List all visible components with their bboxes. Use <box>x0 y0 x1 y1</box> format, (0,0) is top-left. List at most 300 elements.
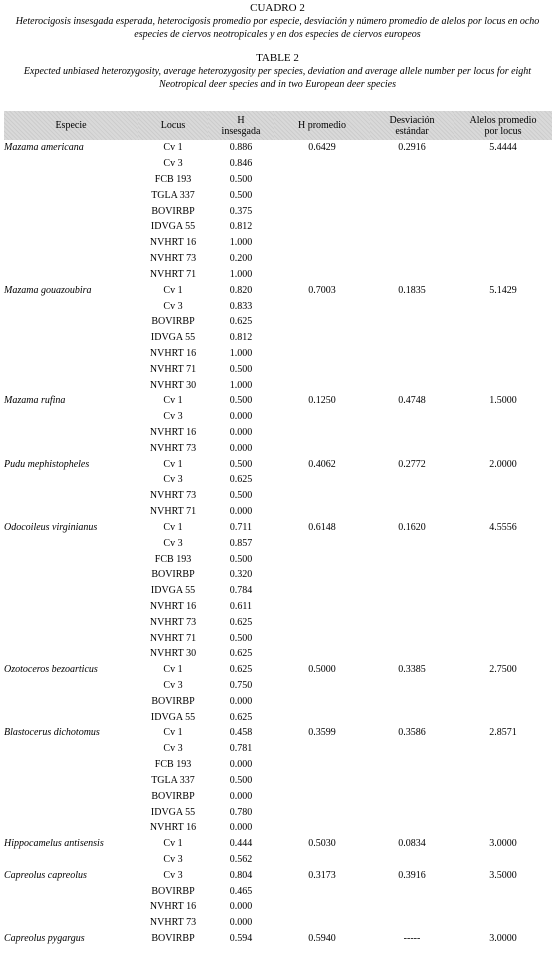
table-row <box>4 567 552 583</box>
heterozygosity-table <box>4 111 552 946</box>
alelos-value: 2.8571 <box>489 727 517 739</box>
locus-name: Cv 1 <box>163 142 183 154</box>
locus-name: Cv 1 <box>163 521 183 533</box>
empty-cell <box>370 409 454 425</box>
empty-cell <box>454 741 552 757</box>
locus-name: TGLA 337 <box>151 189 195 201</box>
empty-cell <box>370 377 454 393</box>
h-insesgada-value: 0.594 <box>229 933 253 945</box>
empty-cell <box>4 883 138 899</box>
empty-cell <box>454 599 552 615</box>
table-row <box>4 488 552 504</box>
table-row <box>4 646 552 662</box>
header-h-promedio: H promedio <box>274 111 370 140</box>
locus-name: Cv 3 <box>163 411 183 423</box>
species-name: Mazama gouazoubira <box>4 284 92 296</box>
empty-cell <box>274 330 370 346</box>
h-insesgada-value: 0.846 <box>229 158 253 170</box>
desviacion-value: 0.4748 <box>398 395 426 407</box>
locus-name: FCB 193 <box>154 759 192 771</box>
empty-cell <box>370 203 454 219</box>
empty-cell <box>4 773 138 789</box>
empty-cell <box>274 915 370 931</box>
h-insesgada-value: 1.000 <box>229 268 253 280</box>
locus-name: Cv 1 <box>163 727 183 739</box>
h-insesgada-value: 1.000 <box>229 379 253 391</box>
table-row <box>4 630 552 646</box>
empty-cell <box>4 267 138 283</box>
empty-cell <box>274 267 370 283</box>
empty-cell <box>274 804 370 820</box>
empty-cell <box>274 235 370 251</box>
h-insesgada-value: 0.750 <box>229 680 253 692</box>
empty-cell <box>370 757 454 773</box>
h-insesgada-value: 0.625 <box>229 648 253 660</box>
table-row <box>4 504 552 520</box>
locus-name: IDVGA 55 <box>150 221 196 233</box>
table-row <box>4 330 552 346</box>
empty-cell <box>274 899 370 915</box>
empty-cell <box>370 630 454 646</box>
empty-cell <box>454 899 552 915</box>
h-insesgada-value: 0.000 <box>229 917 253 929</box>
h-promedio-value: 0.6429 <box>308 142 336 154</box>
table-row <box>4 235 552 251</box>
empty-cell <box>370 535 454 551</box>
table-row <box>4 361 552 377</box>
h-insesgada-value: 0.000 <box>229 411 253 423</box>
table-row <box>4 788 552 804</box>
empty-cell <box>454 488 552 504</box>
empty-cell <box>274 599 370 615</box>
empty-cell <box>370 156 454 172</box>
empty-cell <box>4 678 138 694</box>
empty-cell <box>370 693 454 709</box>
empty-cell <box>4 251 138 267</box>
caption-block <box>0 0 555 91</box>
empty-cell <box>4 915 138 931</box>
table-row <box>4 172 552 188</box>
empty-cell <box>4 630 138 646</box>
h-insesgada-value: 0.000 <box>229 427 253 439</box>
h-insesgada-value: 0.458 <box>229 727 253 739</box>
locus-name: IDVGA 55 <box>150 332 196 344</box>
table-row <box>4 187 552 203</box>
empty-cell <box>274 757 370 773</box>
header-desviacion: Desviación estándar <box>370 111 454 140</box>
h-insesgada-value: 0.500 <box>229 553 253 565</box>
empty-cell <box>4 440 138 456</box>
empty-cell <box>454 472 552 488</box>
table-row <box>4 156 552 172</box>
locus-name: NVHRT 16 <box>149 237 197 249</box>
locus-name: BOVIRBP <box>151 933 195 945</box>
h-insesgada-value: 0.500 <box>229 458 253 470</box>
table-row <box>4 219 552 235</box>
empty-cell <box>4 219 138 235</box>
table-row <box>4 773 552 789</box>
alelos-value: 5.1429 <box>489 284 517 296</box>
empty-cell <box>4 852 138 868</box>
empty-cell <box>454 361 552 377</box>
locus-name: NVHRT 16 <box>149 600 197 612</box>
locus-name: Cv 3 <box>163 300 183 312</box>
desviacion-value: 0.3916 <box>398 869 426 881</box>
empty-cell <box>274 187 370 203</box>
empty-cell <box>370 472 454 488</box>
table-row <box>4 267 552 283</box>
locus-name: BOVIRBP <box>151 695 195 707</box>
h-insesgada-value: 0.625 <box>229 316 253 328</box>
h-insesgada-value: 0.000 <box>229 759 253 771</box>
empty-cell <box>454 504 552 520</box>
desviacion-value: 0.3586 <box>398 727 426 739</box>
header-species: Especie <box>4 111 138 140</box>
locus-name: BOVIRBP <box>151 316 195 328</box>
locus-name: Cv 3 <box>163 537 183 549</box>
alelos-value: 5.4444 <box>489 142 517 154</box>
h-insesgada-value: 0.625 <box>229 711 253 723</box>
table-row <box>4 282 552 298</box>
empty-cell <box>4 346 138 362</box>
table-row <box>4 393 552 409</box>
table-row <box>4 551 552 567</box>
empty-cell <box>370 788 454 804</box>
empty-cell <box>454 788 552 804</box>
h-insesgada-value: 0.500 <box>229 363 253 375</box>
empty-cell <box>370 599 454 615</box>
empty-cell <box>274 709 370 725</box>
table-row <box>4 757 552 773</box>
empty-cell <box>274 251 370 267</box>
empty-cell <box>370 820 454 836</box>
empty-cell <box>4 583 138 599</box>
empty-cell <box>454 346 552 362</box>
h-insesgada-value: 1.000 <box>229 347 253 359</box>
table-row <box>4 251 552 267</box>
empty-cell <box>274 156 370 172</box>
header-h-insesgada: H insesgada <box>208 111 274 140</box>
table-label: TABLE 2 <box>256 52 299 64</box>
empty-cell <box>4 788 138 804</box>
species-name: Mazama americana <box>4 142 84 154</box>
locus-name: NVHRT 73 <box>149 917 197 929</box>
table-row <box>4 298 552 314</box>
table-row <box>4 520 552 536</box>
table-row <box>4 852 552 868</box>
h-insesgada-value: 0.833 <box>229 300 253 312</box>
table-row <box>4 456 552 472</box>
empty-cell <box>454 614 552 630</box>
table-row <box>4 599 552 615</box>
empty-cell <box>274 788 370 804</box>
table-row <box>4 314 552 330</box>
table-row <box>4 741 552 757</box>
table-row <box>4 883 552 899</box>
h-promedio-value: 0.5000 <box>308 664 336 676</box>
empty-cell <box>454 678 552 694</box>
empty-cell <box>274 614 370 630</box>
species-name: Pudu mephistopheles <box>4 458 90 470</box>
alelos-value: 3.0000 <box>489 838 517 850</box>
table-header <box>4 111 552 140</box>
species-name: Blastocerus dichotomus <box>4 727 100 739</box>
empty-cell <box>274 488 370 504</box>
h-insesgada-value: 0.500 <box>229 490 253 502</box>
h-insesgada-value: 1.000 <box>229 237 253 249</box>
empty-cell <box>274 219 370 235</box>
empty-cell <box>370 298 454 314</box>
table-row <box>4 899 552 915</box>
empty-cell <box>4 599 138 615</box>
empty-cell <box>454 235 552 251</box>
empty-cell <box>4 741 138 757</box>
locus-name: Cv 3 <box>163 869 183 881</box>
empty-cell <box>370 330 454 346</box>
empty-cell <box>454 915 552 931</box>
empty-cell <box>274 820 370 836</box>
empty-cell <box>370 567 454 583</box>
h-insesgada-value: 0.200 <box>229 253 253 265</box>
h-insesgada-value: 0.500 <box>229 632 253 644</box>
locus-name: NVHRT 71 <box>149 268 197 280</box>
locus-name: NVHRT 71 <box>149 363 197 375</box>
english-title: Expected unbiased heterozygosity, average heterozygosity per species, deviation and average allele number per locus for eight Neotropical deer species and in two European deer species <box>23 66 532 90</box>
empty-cell <box>4 235 138 251</box>
empty-cell <box>274 883 370 899</box>
h-insesgada-value: 0.444 <box>229 838 253 850</box>
empty-cell <box>274 377 370 393</box>
locus-name: Cv 1 <box>163 664 183 676</box>
empty-cell <box>370 773 454 789</box>
table-row <box>4 440 552 456</box>
empty-cell <box>454 440 552 456</box>
empty-cell <box>274 852 370 868</box>
h-insesgada-value: 0.781 <box>229 743 253 755</box>
empty-cell <box>370 899 454 915</box>
alelos-value: 2.7500 <box>489 664 517 676</box>
locus-name: Cv 1 <box>163 838 183 850</box>
alelos-value: 3.5000 <box>489 869 517 881</box>
empty-cell <box>370 804 454 820</box>
empty-cell <box>274 630 370 646</box>
header-alelos: Alelos promedio por locus <box>454 111 552 140</box>
locus-name: Cv 3 <box>163 680 183 692</box>
empty-cell <box>274 203 370 219</box>
h-insesgada-value: 0.886 <box>229 142 253 154</box>
table-row <box>4 709 552 725</box>
table-row <box>4 836 552 852</box>
empty-cell <box>4 646 138 662</box>
table-row <box>4 820 552 836</box>
empty-cell <box>370 267 454 283</box>
h-insesgada-value: 0.000 <box>229 901 253 913</box>
empty-cell <box>274 583 370 599</box>
empty-cell <box>454 709 552 725</box>
table-row <box>4 535 552 551</box>
header-locus: Locus <box>138 111 208 140</box>
empty-cell <box>370 614 454 630</box>
table-row <box>4 409 552 425</box>
empty-cell <box>274 314 370 330</box>
h-insesgada-value: 0.804 <box>229 869 253 881</box>
locus-name: NVHRT 30 <box>149 648 197 660</box>
empty-cell <box>454 757 552 773</box>
empty-cell <box>454 409 552 425</box>
empty-cell <box>454 203 552 219</box>
empty-cell <box>454 630 552 646</box>
empty-cell <box>370 488 454 504</box>
empty-cell <box>454 377 552 393</box>
alelos-value: 3.0000 <box>489 933 517 945</box>
locus-name: IDVGA 55 <box>150 585 196 597</box>
empty-cell <box>4 535 138 551</box>
empty-cell <box>370 361 454 377</box>
locus-name: NVHRT 16 <box>149 822 197 834</box>
empty-cell <box>274 298 370 314</box>
empty-cell <box>4 504 138 520</box>
species-name: Capreolus pygargus <box>4 933 85 945</box>
locus-name: FCB 193 <box>154 553 192 565</box>
locus-name: Cv 1 <box>163 284 183 296</box>
empty-cell <box>454 298 552 314</box>
empty-cell <box>4 409 138 425</box>
h-promedio-value: 0.1250 <box>308 395 336 407</box>
empty-cell <box>4 488 138 504</box>
empty-cell <box>274 646 370 662</box>
locus-name: NVHRT 73 <box>149 490 197 502</box>
locus-name: TGLA 337 <box>151 774 195 786</box>
empty-cell <box>370 172 454 188</box>
h-insesgada-value: 0.562 <box>229 853 253 865</box>
empty-cell <box>4 203 138 219</box>
empty-cell <box>274 773 370 789</box>
empty-cell <box>4 820 138 836</box>
empty-cell <box>4 172 138 188</box>
empty-cell <box>4 472 138 488</box>
species-name: Mazama rufina <box>4 395 66 407</box>
desviacion-value: 0.0834 <box>398 838 426 850</box>
empty-cell <box>454 773 552 789</box>
table-body <box>4 140 552 946</box>
locus-name: BOVIRBP <box>151 205 195 217</box>
empty-cell <box>4 757 138 773</box>
empty-cell <box>274 551 370 567</box>
empty-cell <box>370 551 454 567</box>
empty-cell <box>4 425 138 441</box>
h-insesgada-value: 0.500 <box>229 774 253 786</box>
empty-cell <box>370 583 454 599</box>
h-insesgada-value: 0.500 <box>229 395 253 407</box>
h-insesgada-value: 0.000 <box>229 822 253 834</box>
desviacion-value: 0.1835 <box>398 284 426 296</box>
empty-cell <box>370 915 454 931</box>
h-promedio-value: 0.5940 <box>308 933 336 945</box>
locus-name: Cv 3 <box>163 474 183 486</box>
empty-cell <box>274 361 370 377</box>
h-insesgada-value: 0.320 <box>229 569 253 581</box>
h-insesgada-value: 0.820 <box>229 284 253 296</box>
desviacion-value: 0.3385 <box>398 664 426 676</box>
empty-cell <box>4 709 138 725</box>
empty-cell <box>454 267 552 283</box>
table-row <box>4 140 552 156</box>
empty-cell <box>370 504 454 520</box>
species-name: Odocoileus virginianus <box>4 521 98 533</box>
table-row <box>4 425 552 441</box>
empty-cell <box>454 172 552 188</box>
empty-cell <box>274 409 370 425</box>
h-insesgada-value: 0.000 <box>229 790 253 802</box>
spanish-title: Heterocigosis insesgada esperada, heterocigosis promedio por especie, desviación y número promedio de alelos por locus en ocho especies de ciervos neotropicales y en dos especies de ciervos europeos <box>15 16 540 40</box>
empty-cell <box>370 440 454 456</box>
desviacion-value: 0.2772 <box>398 458 426 470</box>
locus-name: BOVIRBP <box>151 885 195 897</box>
empty-cell <box>454 852 552 868</box>
empty-cell <box>370 346 454 362</box>
species-name: Ozotoceros bezoarticus <box>4 664 98 676</box>
empty-cell <box>274 472 370 488</box>
h-insesgada-value: 0.857 <box>229 537 253 549</box>
h-insesgada-value: 0.000 <box>229 442 253 454</box>
locus-name: NVHRT 16 <box>149 347 197 359</box>
empty-cell <box>370 251 454 267</box>
h-insesgada-value: 0.000 <box>229 506 253 518</box>
locus-name: NVHRT 73 <box>149 616 197 628</box>
alelos-value: 2.0000 <box>489 458 517 470</box>
empty-cell <box>454 693 552 709</box>
empty-cell <box>454 425 552 441</box>
empty-cell <box>274 693 370 709</box>
h-insesgada-value: 0.812 <box>229 221 253 233</box>
empty-cell <box>454 330 552 346</box>
h-insesgada-value: 0.611 <box>229 600 253 612</box>
empty-cell <box>274 741 370 757</box>
empty-cell <box>274 172 370 188</box>
table-row <box>4 377 552 393</box>
table-row <box>4 662 552 678</box>
locus-name: Cv 3 <box>163 743 183 755</box>
table-row <box>4 867 552 883</box>
table-row <box>4 693 552 709</box>
empty-cell <box>370 187 454 203</box>
table-row <box>4 725 552 741</box>
empty-cell <box>454 535 552 551</box>
locus-name: NVHRT 30 <box>149 379 197 391</box>
empty-cell <box>454 251 552 267</box>
empty-cell <box>370 741 454 757</box>
h-insesgada-value: 0.784 <box>229 585 253 597</box>
empty-cell <box>370 646 454 662</box>
h-insesgada-value: 0.711 <box>229 521 253 533</box>
locus-name: NVHRT 73 <box>149 442 197 454</box>
empty-cell <box>4 614 138 630</box>
table-row <box>4 678 552 694</box>
empty-cell <box>370 883 454 899</box>
empty-cell <box>454 804 552 820</box>
empty-cell <box>274 535 370 551</box>
empty-cell <box>4 314 138 330</box>
locus-name: FCB 193 <box>154 174 192 186</box>
empty-cell <box>4 361 138 377</box>
empty-cell <box>454 820 552 836</box>
h-insesgada-value: 0.375 <box>229 205 253 217</box>
empty-cell <box>454 551 552 567</box>
empty-cell <box>4 330 138 346</box>
empty-cell <box>454 646 552 662</box>
table-row <box>4 931 552 947</box>
h-promedio-value: 0.5030 <box>308 838 336 850</box>
